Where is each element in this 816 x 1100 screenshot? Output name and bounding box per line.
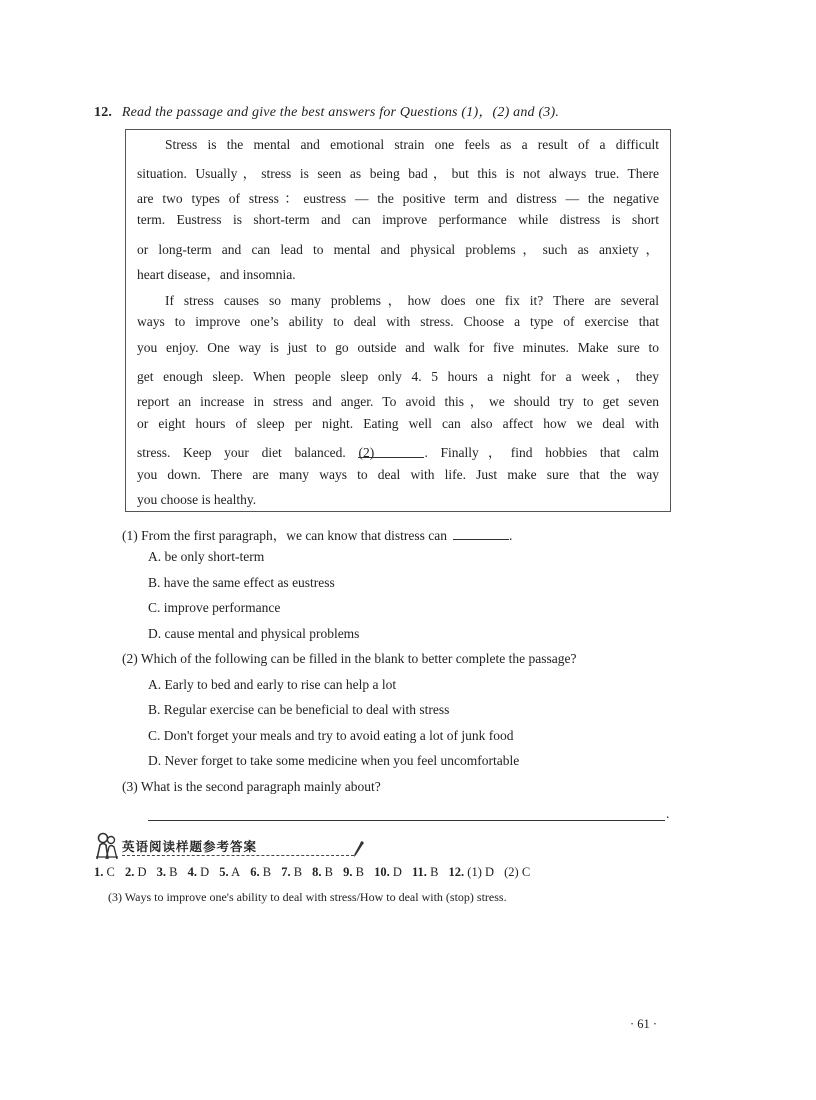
passage-line-with-blank	[137, 441, 659, 461]
passage-blank	[358, 445, 424, 458]
answer-key-row-2: (3) Ways to improve one's ability to deal with stress/How to deal with (stop) stress.	[108, 890, 507, 904]
answer-value: C	[106, 865, 115, 879]
answer-value: B	[355, 865, 364, 879]
option-1a: A. be only short-term	[148, 549, 265, 564]
passage-text: . Finally，find hobbies that calm	[424, 445, 659, 460]
passage-line: are two types of stress：eustress — the positive term and distress — the negative	[137, 191, 659, 206]
answer-key-title: 英语阅读样题参考答案	[122, 839, 258, 854]
answer-value: (1) D	[467, 865, 495, 879]
answer-value: B	[324, 865, 333, 879]
option-1d: D. cause mental and physical problems	[148, 626, 360, 641]
passage-line: term. Eustress is short-term and can improve performance while distress is short	[137, 212, 659, 227]
answer-num: 3.	[156, 865, 166, 879]
answer-item	[281, 865, 302, 880]
answer-value: B	[293, 865, 303, 879]
passage-box	[125, 129, 671, 512]
page-number: · 61 ·	[630, 1017, 658, 1031]
answer-num: 1.	[94, 865, 104, 879]
answer-blank	[453, 527, 509, 540]
answer-num: 9.	[343, 865, 353, 879]
answer-num: 6.	[250, 865, 260, 879]
passage-line: report an increase in stress and anger. To avoid this，we should try to get seven	[137, 394, 659, 409]
answer-q12-part2: (2) C	[504, 865, 531, 879]
answer-item	[125, 865, 147, 880]
title-dashed-underline	[122, 855, 354, 856]
answer-item	[219, 865, 240, 880]
blank-label: (2)	[358, 445, 375, 460]
option-1c: C. improve performance	[148, 600, 281, 615]
passage-line: heart disease，and insomnia.	[137, 267, 296, 282]
answer-value: D	[200, 865, 210, 879]
answer-item	[412, 865, 438, 880]
passage-line: you enjoy. One way is just to go outside and walk for five minutes. Make sure to	[137, 340, 659, 355]
question-instruction: Read the passage and give the best answers for Questions (1)，(2) and (3).	[121, 105, 560, 120]
answer-num: 11.	[412, 865, 427, 879]
answer-key-row-1	[94, 865, 536, 880]
passage-line: or eight hours of sleep per night. Eating well can also affect how we deal with	[137, 416, 659, 431]
passage-line: Stress is the mental and emotional strain one feels as a result of a difficult	[165, 137, 659, 152]
answer-item	[157, 865, 178, 880]
pen-icon	[352, 841, 364, 859]
passage-text: stress. Keep your diet balanced.	[137, 445, 359, 460]
answer-num: 2.	[124, 865, 135, 879]
answer-value: B	[430, 865, 439, 879]
answer-key-header	[94, 831, 284, 861]
option-2d: D. Never forget to take some medicine when you feel uncomfortable	[148, 753, 520, 768]
question-1-end: .	[509, 528, 513, 543]
passage-line: situation. Usually，stress is seen as being bad，but this is not always true. There	[137, 166, 659, 181]
answer-item	[374, 865, 402, 880]
answer-value: D	[392, 865, 402, 879]
answer-num: 10.	[374, 865, 390, 879]
answer-num: 8.	[312, 865, 322, 879]
answer-item	[449, 865, 494, 880]
passage-line: or long-term and can lead to mental and physical problems，such as anxiety，	[137, 242, 659, 257]
person-reading-icon	[94, 831, 120, 861]
option-2c: C. Don't forget your meals and try to avoid eating a lot of junk food	[148, 728, 514, 743]
answer-value: D	[137, 865, 147, 879]
answer-item	[312, 865, 333, 880]
answer-item	[343, 865, 364, 880]
answer-item	[188, 865, 210, 880]
question-1-text: (1) From the first paragraph，we can know that distress can	[122, 528, 448, 543]
answer-item	[94, 865, 115, 880]
answer-value: B	[169, 865, 178, 879]
option-2a: A. Early to bed and early to rise can help a lot	[148, 677, 397, 692]
answer-line	[148, 820, 665, 821]
question-1-stem	[122, 524, 512, 544]
option-2b: B. Regular exercise can be beneficial to deal with stress	[148, 702, 450, 717]
passage-line: ways to improve one’s ability to deal with stress. Choose a type of exercise that	[137, 314, 659, 329]
answer-num: 5.	[219, 865, 229, 879]
answer-num: 12.	[448, 865, 465, 879]
answer-num: 7.	[281, 865, 291, 879]
answer-num: 4.	[187, 865, 197, 879]
question-2-stem: (2) Which of the following can be filled in the blank to better complete the passage?	[122, 651, 577, 666]
passage-line: you down. There are many ways to deal with life. Just make sure that the way	[137, 467, 659, 482]
passage-line: If stress causes so many problems，how does one fix it? There are several	[165, 293, 659, 308]
question-number: 12.	[94, 105, 113, 120]
option-1b: B. have the same effect as eustress	[148, 575, 335, 590]
question-3-stem: (3) What is the second paragraph mainly about?	[122, 779, 381, 794]
answer-value: B	[262, 865, 272, 879]
passage-line: you choose is healthy.	[137, 492, 257, 507]
question-header	[94, 101, 559, 121]
answer-item	[250, 865, 271, 880]
passage-line: get enough sleep. When people sleep only 4. 5 hours a night for a week，they	[137, 369, 659, 384]
answer-value: A	[231, 865, 241, 879]
answer-line-end: .	[666, 806, 670, 821]
